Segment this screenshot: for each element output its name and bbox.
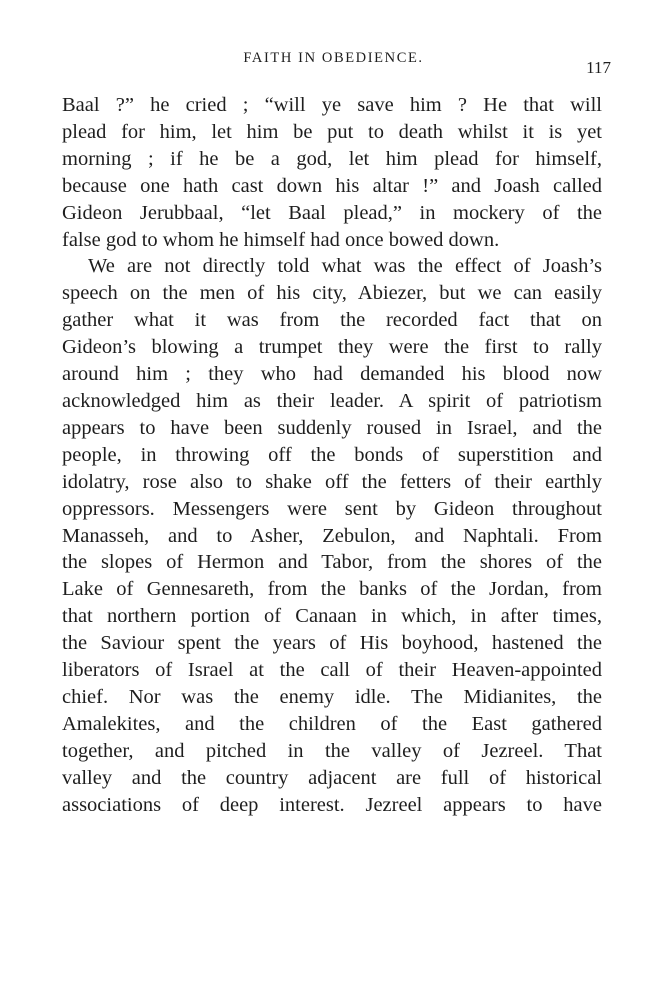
text-line: Amalekites, and the children of the East gathered bbox=[62, 712, 602, 735]
text-line: speech on the men of his city, Abiezer, but we can easily bbox=[62, 282, 602, 305]
text-line: chief. Nor was the enemy idle. The Midianites, the bbox=[62, 685, 602, 708]
text-line: associations of deep interest. Jezreel appears to have bbox=[62, 793, 602, 816]
text-line: Lake of Gennesareth, from the banks of the Jordan, from bbox=[62, 578, 602, 601]
text-line: oppressors. Messengers were sent by Gideon throughout bbox=[62, 497, 602, 520]
text-line: acknowledged him as their leader. A spirit of patriotism bbox=[62, 389, 602, 412]
text-line: the slopes of Hermon and Tabor, from the shores of the bbox=[62, 551, 602, 574]
text-line: appears to have been suddenly roused in Israel, and the bbox=[62, 416, 602, 439]
text-line: liberators of Israel at the call of their Heaven-appointed bbox=[62, 659, 602, 682]
text-line: people, in throwing off the bonds of superstition and bbox=[62, 443, 602, 466]
text-line: that northern portion of Canaan in which, in after times, bbox=[62, 605, 602, 628]
text-line: Baal ?” he cried ; “will ye save him ? He that will bbox=[62, 94, 602, 116]
body-text bbox=[62, 92, 602, 818]
text-line: morning ; if he be a god, let him plead for himself, bbox=[62, 147, 602, 170]
text-line: false god to whom he himself had once bowed down. bbox=[62, 228, 500, 251]
text-line: together, and pitched in the valley of Jezreel. That bbox=[62, 739, 602, 762]
text-line: plead for him, let him be put to death whilst it is yet bbox=[62, 120, 602, 143]
paragraph-2 bbox=[62, 253, 602, 818]
running-head bbox=[0, 50, 667, 77]
text-line: idolatry, rose also to shake off the fetters of their earthly bbox=[62, 470, 602, 493]
text-line: Gideon Jerubbaal, “let Baal plead,” in mockery of the bbox=[62, 201, 602, 224]
paragraph-1 bbox=[62, 92, 602, 253]
page-number: 117 bbox=[586, 58, 611, 77]
text-line: We are not directly told what was the effect of Joash’s bbox=[88, 255, 602, 278]
text-line: the Saviour spent the years of His boyhood, hastened the bbox=[62, 632, 602, 655]
text-line: around him ; they who had demanded his blood now bbox=[62, 363, 602, 386]
text-line: valley and the country adjacent are full of historical bbox=[62, 766, 602, 789]
text-line: Manasseh, and to Asher, Zebulon, and Naphtali. From bbox=[62, 524, 602, 547]
running-title: FAITH IN OBEDIENCE. bbox=[243, 50, 424, 66]
text-line: gather what it was from the recorded fact that on bbox=[62, 309, 602, 332]
text-line: because one hath cast down his altar !” and Joash called bbox=[62, 174, 602, 197]
text-line: Gideon’s blowing a trumpet they were the first to rally bbox=[62, 336, 602, 359]
